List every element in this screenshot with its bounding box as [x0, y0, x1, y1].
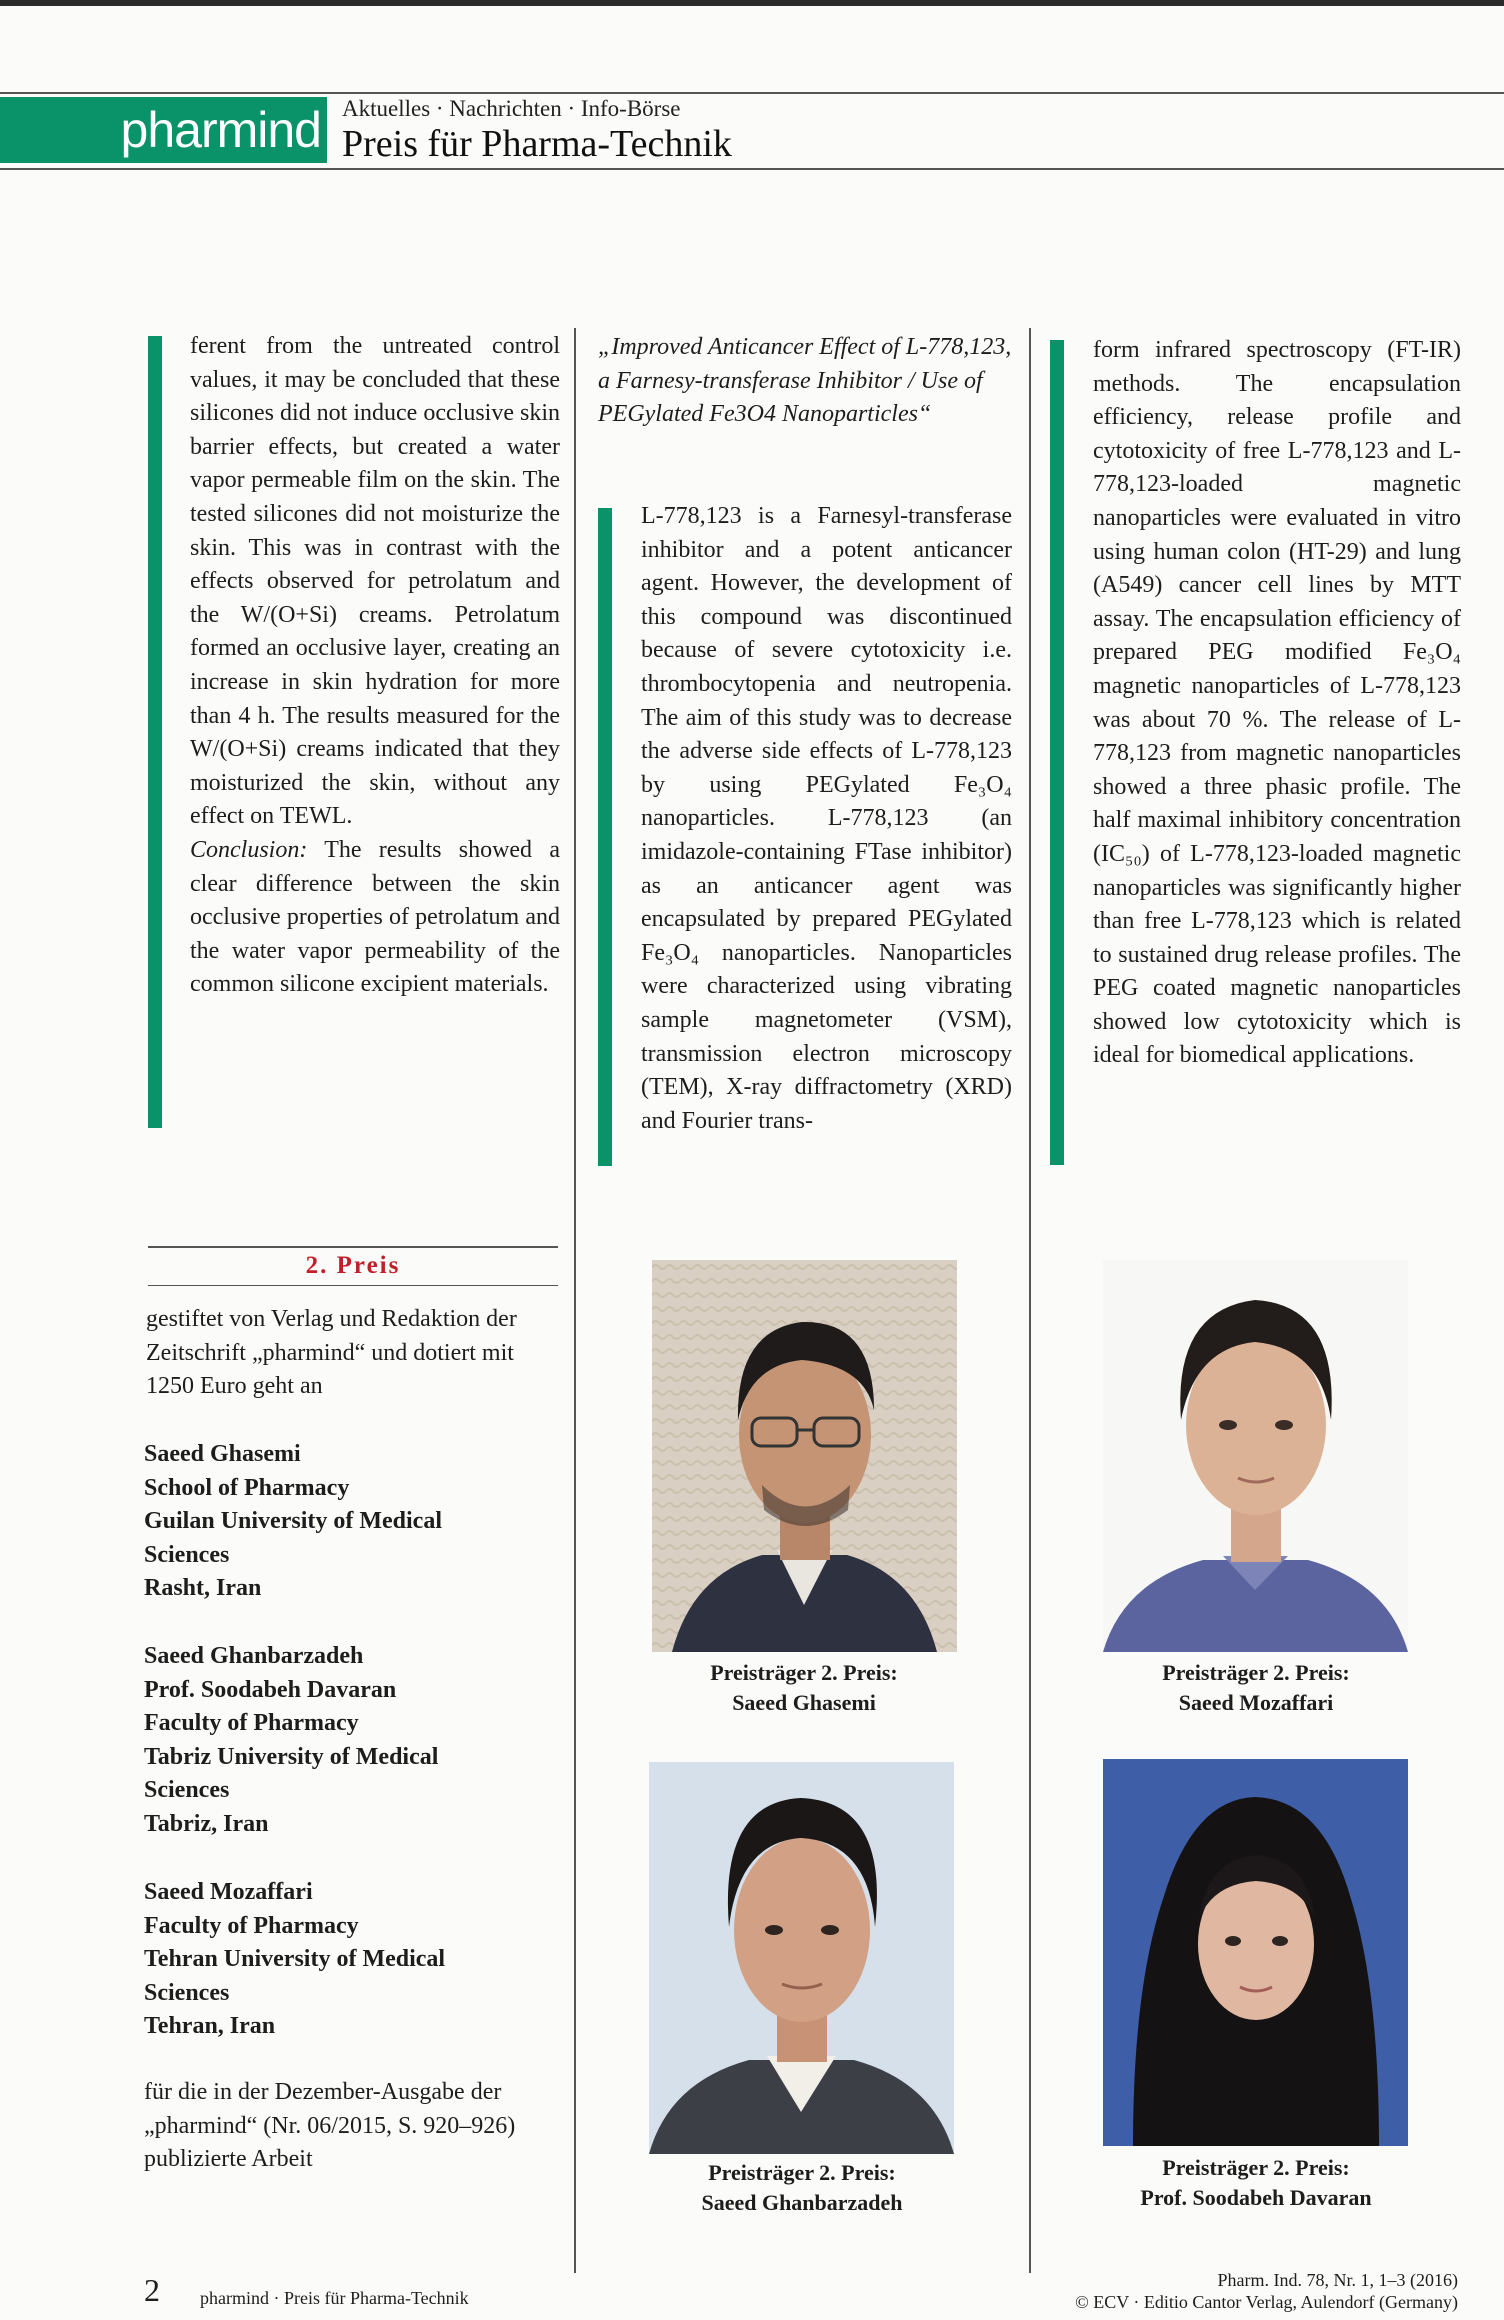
green-accent-bar — [598, 508, 612, 1166]
footer-citation: Pharm. Ind. 78, Nr. 1, 1–3 (2016) — [1217, 2270, 1458, 2290]
portrait-photo-ghasemi — [652, 1260, 957, 1652]
footer-left: pharmind · Preis für Pharma-Technik — [200, 2288, 469, 2308]
awardee-line: Prof. Soodabeh Davaran — [144, 1676, 397, 1703]
awardee-line: Sciences — [144, 1979, 230, 2006]
brand-logo: pharmind — [120, 102, 321, 158]
awardee-line: Saeed Mozaffari — [144, 1879, 313, 1905]
awardee-line: Tabriz, Iran — [144, 1810, 269, 1837]
photo-caption — [1100, 1658, 1412, 1718]
caption-name: Prof. Soodabeh Davaran — [1140, 2185, 1372, 2210]
awardee-line: Tabriz University of Medical — [144, 1743, 439, 1770]
caption-name: Saeed Mozaffari — [1178, 1690, 1334, 1715]
caption-label: Preisträger 2. Preis: — [710, 1660, 898, 1685]
column-2-text: L-778,123 is a Farnesyl-transferase inhibitor and a potent anticancer agent. However, the development of this compound was discontinued because of severe cytotoxicity i.e. thrombocytopenia and neutropenia. The aim of this study was to decrease the adverse side effects of L-778,123 by using PEGylated Fe₃O₄ nanoparticles. L-778,123 (an imidazole-containing FTase inhibitor) as an anticancer agent was encapsulated by prepared PEGylated Fe₃O₄ nanoparticles. Nanoparticles were characterized using vibrating sample magnetometer (VSM), transmission electron microscopy (TEM), X-ray diffractometry (XRD) and Fourier trans- — [641, 503, 1012, 1134]
conclusion-label: Conclusion: — [190, 836, 308, 863]
prize-intro: gestiftet von Verlag und Redaktion der Zeitschrift „pharmind“ und dotiert mit 1250 Euro geht an — [146, 1306, 517, 1400]
page-number: 2 — [144, 2272, 160, 2308]
top-border — [0, 0, 1504, 6]
awardee-line: Faculty of Pharmacy — [144, 1912, 359, 1939]
awardee-line: School of Pharmacy — [144, 1474, 350, 1501]
awardee-line: Tehran University of Medical — [144, 1946, 446, 1973]
awardee-line: Tehran, Iran — [144, 2013, 276, 2040]
green-accent-bar — [1050, 340, 1064, 1165]
photo-caption — [1100, 2153, 1412, 2213]
column-divider-2 — [1029, 328, 1031, 2273]
awardee-line: Faculty of Pharmacy — [144, 1710, 359, 1737]
caption-label: Preisträger 2. Preis: — [708, 2160, 896, 2185]
caption-label: Preisträger 2. Preis: — [1162, 1660, 1350, 1685]
awardee-line: Saeed Ghanbarzadeh — [144, 1643, 364, 1669]
header-rule-top — [0, 92, 1504, 94]
footer-publisher: © ECV · Editio Cantor Verlag, Aulendorf (Germany) — [1075, 2292, 1458, 2312]
photo-caption — [646, 2158, 958, 2218]
portrait-photo-mozaffari — [1103, 1260, 1408, 1652]
prize-heading: 2. Preis — [148, 1246, 558, 1286]
column-divider-1 — [574, 328, 576, 2273]
awardee-group-2 — [144, 1640, 564, 1842]
column-3-text: form infrared spectroscopy (FT-IR) methods. The encapsulation efficiency, release profile and cytotoxicity of free L-778,123 and L-778,123-loaded magnetic nanoparticles were evaluated in vitro using human colon (HT-29) and lung (A549) cancer cell lines by MTT assay. The encapsulation efficiency of prepared PEG modified Fe₃O₄ magnetic nanoparticles of L-778,123 was about 70 %. The release of L-778,123 from magnetic nanoparticles showed a three phasic profile. The half maximal inhibitory concentration (IC₅₀) of L-778,123-loaded magnetic nanoparticles was significantly higher than free L-778,123 which is related to sustained drug release profiles. The PEG coated magnetic nanoparticles showed low cytotoxicity which is ideal for biomedical applications. — [1093, 337, 1461, 1069]
awardee-line: Sciences — [144, 1777, 230, 1804]
awardee-line: Rasht, Iran — [144, 1575, 262, 1602]
awardee-group-1 — [144, 1438, 564, 1606]
caption-label: Preisträger 2. Preis: — [1162, 2155, 1350, 2180]
awardee-group-3 — [144, 1876, 564, 2044]
portrait-photo-ghanbarzadeh — [649, 1762, 954, 2154]
photo-caption — [648, 1658, 960, 1718]
awardee-line: Sciences — [144, 1541, 230, 1568]
article-title: „Improved Anticancer Effect of L-778,123, a Farnesy-transferase Inhibitor / Use of PEGylated Fe3O4 Nanoparticles“ — [598, 334, 1012, 428]
section-title: Preis für Pharma-Technik — [342, 123, 732, 165]
conclusion-paragraph — [190, 834, 560, 1002]
section-kicker: Aktuelles · Nachrichten · Info-Börse — [342, 96, 681, 121]
caption-name: Saeed Ghanbarzadeh — [701, 2190, 903, 2215]
awardee-line: Guilan University of Medical — [144, 1508, 442, 1535]
header-rule-bottom — [0, 168, 1504, 170]
paragraph: ferent from the untreated control values, it may be concluded that these silicones did not induce occlusive skin barrier effects, but created a water vapor permeable film on the skin. The tested silicones did not moisturize the skin. This was in contrast with the effects observed for petrolatum and the W/(O+Si) creams. Petrolatum formed an occlusive layer, creating an increase in skin hydration for more than 4 h. The results measured for the W/(O+Si) creams indicated that they moisturized the skin, without any effect on TEWL. — [190, 333, 560, 830]
portrait-photo-davaran — [1103, 1759, 1408, 2146]
prize-outro: für die in der Dezember-Ausgabe der „pharmind“ (Nr. 06/2015, S. 920–926) publizierte Arbeit — [144, 2079, 516, 2173]
awardee-line: Saeed Ghasemi — [144, 1441, 301, 1467]
green-accent-bar — [148, 336, 162, 1128]
column-1-text — [190, 330, 560, 1002]
caption-name: Saeed Ghasemi — [732, 1690, 876, 1715]
conclusion-text: The results showed a clear difference between the skin occlusive properties of petrolatum and the water vapor permeability of the common silicone excipient materials. — [190, 836, 560, 998]
